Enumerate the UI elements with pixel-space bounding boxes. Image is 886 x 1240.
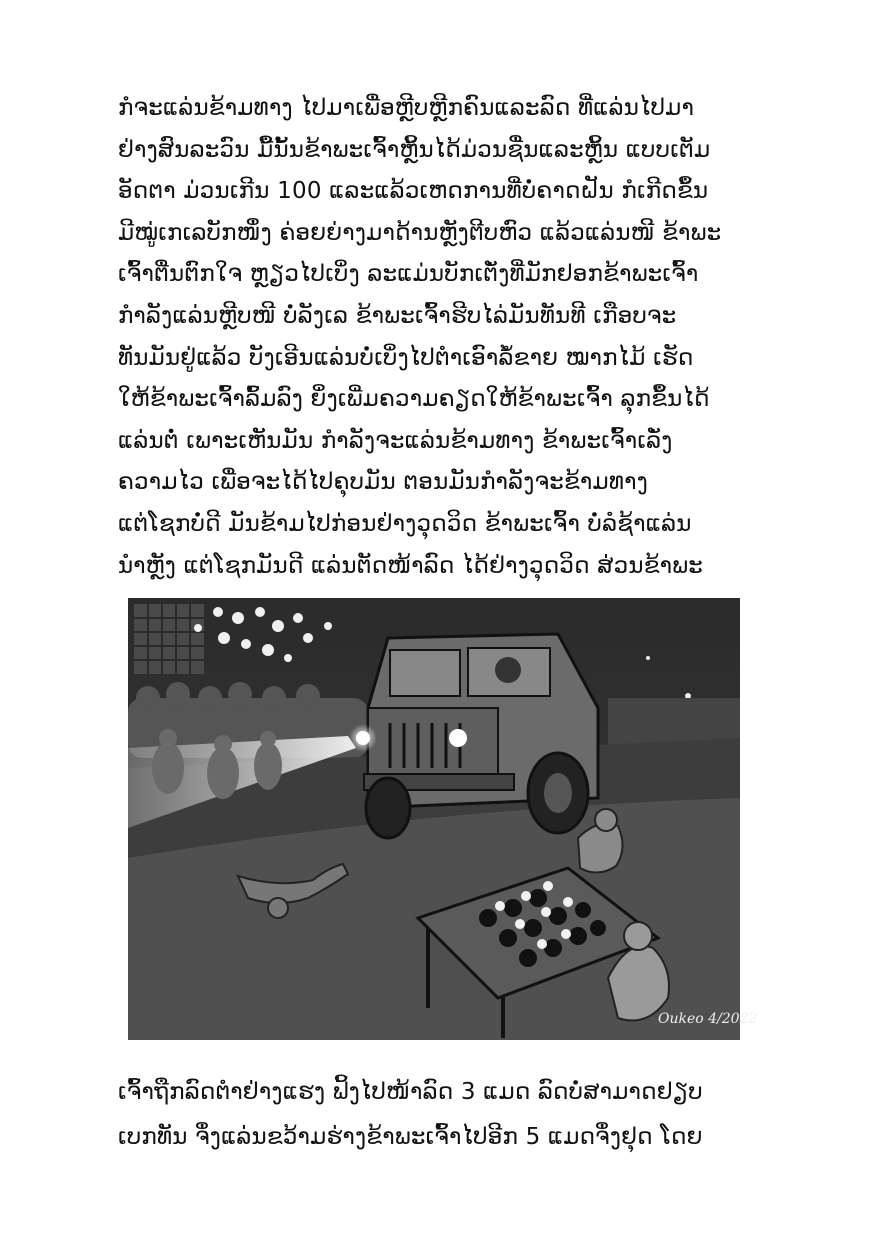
text-line: ໃຫ້ຂ້າພະເຈົ້າລົ້ມລົງ ຍິ່ງເພີ່ມຄວາມຄຽດໃຫ້ຂ້າພະເຈົ້າ ລຸກຂຶ້ນໄດ້: [118, 386, 710, 413]
text-line: ແລ່ນຕໍ່ ເພາະເຫັນມັນ ກຳລັງຈະແລ່ນຂ້າມທາງ ຂ້າພະເຈົ້າເລັ່ງ: [118, 427, 673, 454]
story-paragraph-top: [118, 88, 768, 587]
text-line: ແຕ່ໂຊກບໍ່ດີ ມັນຂ້າມໄປກ່ອນຢ່າງວຸດວິດ ຂ້າພະເຈົ້າ ບໍ່ລໍຊ້າແລ່ນ: [118, 510, 692, 537]
text-line: ນຳຫຼັງ ແຕ່ໂຊກມັນດີ ແລ່ນຕັດໜ້າລົດ ໄດ້ຢ່າງວຸດວິດ ສ່ວນຂ້າພະ: [118, 552, 703, 579]
text-line: ເຈົ້າຕື່ນຕົກໃຈ ຫຼຽວໄປເບິ່ງ ລະແມ່ນບັກເຕັ່ງທີ່ມັກຢອກຂ້າພະເຈົ້າ: [118, 261, 699, 288]
story-illustration: [128, 598, 758, 1040]
text-line: ອັດຕາ ມ່ວນເກີນ 100 ແລະແລ້ວເຫດການທີ່ບໍ່ຄາດຝັນ ກໍເກີດຂຶ້ນ: [118, 178, 709, 205]
text-line: ເຈົ້າຖືກລົດຕຳຢ່າງແຮງ ຟິ້ງໄປໜ້າລົດ 3 ແມດ ລົດບໍ່ສາມາດຢຽບ: [118, 1079, 703, 1105]
artist-signature: Oukeo 4/2022: [658, 1011, 758, 1027]
text-line: ກຳລັງແລ່ນຫຼີບໜີ ບໍ່ລັງເລ ຂ້າພະເຈົ້າຮີບໄລ່ມັນທັນທີ ເກືອບຈະ: [118, 302, 677, 329]
text-line: ຄວາມໄວ ເພື່ອຈະໄດ້ໄປຄຸບມັນ ຕອນມັນກຳລັງຈະຂ້າມທາງ: [118, 469, 648, 496]
text-line: ກໍຈະແລ່ນຂ້າມທາງ ໄປມາເພື່ອຫຼີບຫຼີກຄົນແລະລົດ ທີ່ແລ່ນໄປມາ: [118, 95, 695, 121]
story-paragraph-bottom: [118, 1070, 768, 1160]
text-line: ມີໝູ່ເກເລບັກໜຶ່ງ ຄ່ອຍຍ່າງມາດ້ານຫຼັງຕີບຫົວ ແລ້ວແລ່ນໜີ ຂ້າພະ: [118, 219, 722, 246]
text-line: ເບກທັນ ຈຶ່ງແລ່ນຂວ້າມຮ່າງຂ້າພະເຈົ້າໄປອີກ 5 ແມດຈຶ່ງຢຸດ ໂດຍ: [118, 1124, 703, 1150]
text-line: ທັນມັນຢູ່ແລ້ວ ບັງເອີນແລ່ນບໍ່ເບິ່ງໄປຕຳເອົາລໍ້ຂາຍ ໝາກໄມ້ ເຮັດ: [118, 344, 694, 371]
text-line: ຢ່າງສົນລະວົນ ມື້ນັ້ນຂ້າພະເຈົ້າຫຼິ້ນໄດ້ມ່ວນຊື່ນແລະຫຼິ້ນ ແບບເຕັມ: [118, 136, 711, 163]
